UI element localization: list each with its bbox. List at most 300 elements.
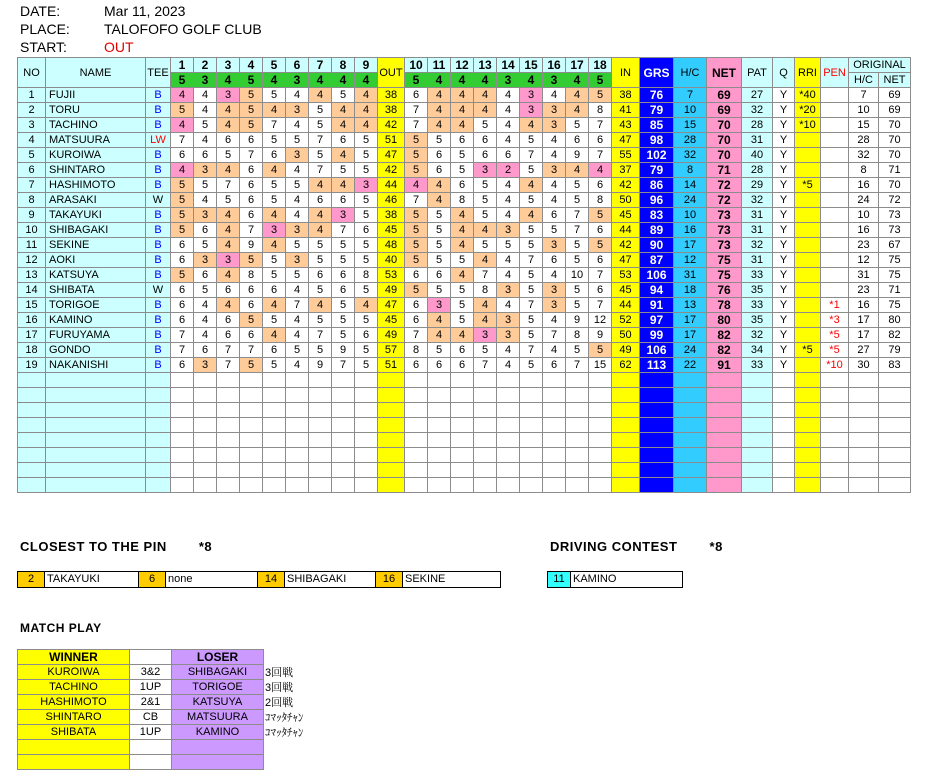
player-tee: W: [146, 283, 171, 298]
hole-score: 6: [194, 343, 217, 358]
hole-score: 3: [194, 208, 217, 223]
hole-score: 6: [405, 268, 428, 283]
player-qualified: Y: [773, 313, 795, 328]
match-loser: KAMINO: [172, 725, 264, 740]
hole-score: 10: [566, 268, 589, 283]
hole-score: 5: [405, 223, 428, 238]
hole-score: 6: [240, 133, 263, 148]
hole-score: 7: [520, 343, 543, 358]
hole-score: 6: [240, 163, 263, 178]
player-name: HASHIMOTO: [46, 178, 146, 193]
hole-score: 4: [171, 88, 194, 103]
date-value: Mar 11, 2023: [104, 3, 186, 19]
hole-score: 4: [566, 88, 589, 103]
hole-score: 6: [194, 268, 217, 283]
hole-score: 5: [355, 253, 378, 268]
hole-score: 7: [589, 148, 612, 163]
hole-score: 5: [451, 253, 474, 268]
hole-score: 7: [332, 223, 355, 238]
hole-score: 4: [543, 178, 566, 193]
player-rri: [795, 163, 821, 178]
player-in: 52: [612, 313, 640, 328]
player-in: 44: [612, 223, 640, 238]
player-no: 16: [18, 313, 46, 328]
table-row: [18, 133, 911, 148]
hole-score: 4: [428, 313, 451, 328]
player-out: 38: [378, 88, 405, 103]
hole-score: 5: [332, 238, 355, 253]
hole-score: 5: [589, 88, 612, 103]
hole-score: 5: [355, 163, 378, 178]
hole-score: 4: [286, 358, 309, 373]
table-row: [18, 328, 911, 343]
hole-score: 4: [497, 358, 520, 373]
hole-score: 8: [589, 103, 612, 118]
hole-score: 7: [543, 328, 566, 343]
player-putts: 31: [742, 208, 773, 223]
match-winner: HASHIMOTO: [18, 695, 130, 710]
player-rri: [795, 298, 821, 313]
hole-score: 2: [497, 163, 520, 178]
player-tee: B: [146, 328, 171, 343]
hole-number: 17: [566, 58, 589, 73]
hole-score: 5: [451, 313, 474, 328]
hole-score: 6: [217, 133, 240, 148]
hole-score: 3: [217, 253, 240, 268]
player-putts: 27: [742, 88, 773, 103]
player-no: 3: [18, 118, 46, 133]
hole-score: 5: [589, 238, 612, 253]
hole-score: 4: [217, 103, 240, 118]
hole-score: 4: [497, 343, 520, 358]
loser-header: LOSER: [172, 650, 264, 665]
hole-score: 4: [286, 208, 309, 223]
player-rri: *10: [795, 118, 821, 133]
hole-number: 15: [520, 58, 543, 73]
player-putts: 28: [742, 118, 773, 133]
hole-score: 7: [309, 328, 332, 343]
hole-score: 12: [589, 313, 612, 328]
hole-score: 4: [355, 118, 378, 133]
player-gross: 85: [640, 118, 674, 133]
hole-score: 6: [428, 358, 451, 373]
hole-score: 5: [589, 343, 612, 358]
hole-score: 6: [497, 148, 520, 163]
hole-score: 4: [286, 163, 309, 178]
hole-par: 4: [520, 73, 543, 88]
player-no: 19: [18, 358, 46, 373]
col-hc: H/C: [674, 58, 707, 88]
empty-row: [18, 388, 911, 403]
hole-score: 6: [543, 253, 566, 268]
player-handicap: 24: [674, 193, 707, 208]
hole-score: 4: [309, 208, 332, 223]
hole-score: 5: [286, 238, 309, 253]
hole-score: 5: [332, 163, 355, 178]
player-handicap: 8: [674, 163, 707, 178]
hole-score: 5: [263, 358, 286, 373]
hole-par: 4: [217, 73, 240, 88]
player-gross: 90: [640, 238, 674, 253]
hole-score: 7: [217, 358, 240, 373]
hole-score: 4: [217, 118, 240, 133]
hole-score: 4: [332, 148, 355, 163]
player-orig-hc: 16: [849, 223, 879, 238]
hole-score: 9: [566, 313, 589, 328]
hole-score: 5: [171, 178, 194, 193]
hole-score: 6: [332, 193, 355, 208]
player-penalty: [821, 268, 849, 283]
hole-score: 5: [263, 133, 286, 148]
hole-score: 4: [428, 118, 451, 133]
player-name: MATSUURA: [46, 133, 146, 148]
player-net: 91: [707, 358, 742, 373]
player-qualified: Y: [773, 133, 795, 148]
hole-score: 9: [332, 343, 355, 358]
player-putts: 31: [742, 133, 773, 148]
hole-score: 4: [309, 178, 332, 193]
player-net: 75: [707, 268, 742, 283]
col-orig-hc: H/C: [849, 73, 879, 88]
player-out: 38: [378, 103, 405, 118]
player-gross: 106: [640, 343, 674, 358]
player-net: 82: [707, 343, 742, 358]
hole-score: 4: [451, 208, 474, 223]
hole-score: 4: [194, 298, 217, 313]
player-putts: 31: [742, 253, 773, 268]
hole-par: 5: [405, 73, 428, 88]
hole-score: 5: [428, 283, 451, 298]
player-net: 80: [707, 313, 742, 328]
table-row: [18, 178, 911, 193]
hole-number: 12: [451, 58, 474, 73]
hole-score: 5: [566, 253, 589, 268]
player-orig-net: 71: [879, 283, 911, 298]
player-in: 47: [612, 253, 640, 268]
hole-score: 15: [589, 358, 612, 373]
hole-score: 4: [497, 88, 520, 103]
player-orig-net: 80: [879, 313, 911, 328]
hole-score: 5: [263, 253, 286, 268]
hole-score: 4: [497, 193, 520, 208]
match-score: 3&2: [130, 665, 172, 680]
player-qualified: Y: [773, 268, 795, 283]
driving-hole: 11: [548, 572, 571, 587]
hole-score: 3: [543, 103, 566, 118]
hole-score: 5: [520, 193, 543, 208]
player-rri: [795, 358, 821, 373]
hole-score: 5: [520, 163, 543, 178]
hole-par: 3: [194, 73, 217, 88]
hole-score: 4: [286, 313, 309, 328]
hole-score: 7: [520, 253, 543, 268]
player-qualified: Y: [773, 238, 795, 253]
hole-score: 3: [332, 208, 355, 223]
hole-score: 4: [474, 103, 497, 118]
driving-title: DRIVING CONTEST: [550, 539, 678, 554]
hole-score: 4: [497, 118, 520, 133]
player-handicap: 7: [674, 88, 707, 103]
col-tee: TEE: [146, 58, 171, 88]
hole-score: 8: [240, 268, 263, 283]
hole-score: 4: [263, 238, 286, 253]
hole-number: 13: [474, 58, 497, 73]
player-penalty: [821, 103, 849, 118]
table-row: [18, 238, 911, 253]
start-row: [20, 39, 134, 55]
hole-score: 5: [497, 238, 520, 253]
hole-score: 3: [194, 253, 217, 268]
player-penalty: [821, 253, 849, 268]
player-orig-hc: 31: [849, 268, 879, 283]
closest-title: CLOSEST TO THE PIN: [20, 539, 167, 554]
hole-score: 7: [589, 118, 612, 133]
player-no: 1: [18, 88, 46, 103]
hole-score: 5: [286, 178, 309, 193]
hole-number: 10: [405, 58, 428, 73]
player-in: 44: [612, 298, 640, 313]
hole-score: 4: [451, 103, 474, 118]
hole-score: 6: [171, 298, 194, 313]
player-rri: [795, 238, 821, 253]
hole-score: 4: [543, 343, 566, 358]
player-rri: *20: [795, 103, 821, 118]
hole-score: 4: [474, 253, 497, 268]
hole-score: 4: [332, 118, 355, 133]
hole-score: 6: [240, 298, 263, 313]
hole-score: 5: [240, 118, 263, 133]
player-orig-net: 75: [879, 253, 911, 268]
hole-score: 4: [286, 328, 309, 343]
hole-score: 6: [171, 358, 194, 373]
hole-score: 5: [332, 328, 355, 343]
hole-score: 5: [355, 148, 378, 163]
player-gross: 96: [640, 193, 674, 208]
hole-score: 5: [309, 118, 332, 133]
player-name: ARASAKI: [46, 193, 146, 208]
hole-score: 6: [171, 253, 194, 268]
player-tee: B: [146, 88, 171, 103]
hole-score: 4: [520, 178, 543, 193]
player-orig-net: 70: [879, 133, 911, 148]
player-out: 48: [378, 238, 405, 253]
closest-count: *8: [198, 539, 213, 554]
player-net: 70: [707, 118, 742, 133]
table-row: [18, 313, 911, 328]
closest-hole: 14: [258, 572, 285, 587]
hole-score: 5: [474, 178, 497, 193]
table-row: [18, 88, 911, 103]
hole-score: 7: [405, 118, 428, 133]
hole-score: 5: [428, 208, 451, 223]
hole-score: 6: [589, 178, 612, 193]
player-tee: B: [146, 298, 171, 313]
player-name: TAKAYUKI: [46, 208, 146, 223]
player-no: 13: [18, 268, 46, 283]
player-in: 43: [612, 118, 640, 133]
hole-score: 7: [332, 358, 355, 373]
hole-score: 9: [589, 328, 612, 343]
match-score: 1UP: [130, 680, 172, 695]
closest-winner: SEKINE: [405, 573, 446, 585]
match-loser: KATSUYA: [172, 695, 264, 710]
hole-score: 4: [451, 118, 474, 133]
player-gross: 83: [640, 208, 674, 223]
player-in: 50: [612, 328, 640, 343]
hole-score: 5: [263, 178, 286, 193]
col-out: OUT: [378, 58, 405, 88]
hole-score: 5: [566, 118, 589, 133]
hole-number: 9: [355, 58, 378, 73]
player-gross: 113: [640, 358, 674, 373]
hole-number: 5: [263, 58, 286, 73]
hole-score: 5: [194, 238, 217, 253]
player-gross: 76: [640, 88, 674, 103]
hole-score: 5: [263, 88, 286, 103]
player-net: 70: [707, 148, 742, 163]
player-orig-net: 83: [879, 358, 911, 373]
player-orig-hc: 28: [849, 133, 879, 148]
hole-score: 7: [240, 148, 263, 163]
player-net: 69: [707, 103, 742, 118]
player-out: 47: [378, 298, 405, 313]
hole-score: 6: [332, 133, 355, 148]
player-handicap: 15: [674, 118, 707, 133]
hole-score: 5: [171, 208, 194, 223]
hole-score: 4: [217, 268, 240, 283]
player-handicap: 14: [674, 178, 707, 193]
player-orig-net: 79: [879, 343, 911, 358]
hole-score: 5: [217, 193, 240, 208]
player-no: 11: [18, 238, 46, 253]
hole-score: 5: [405, 133, 428, 148]
hole-score: 7: [171, 343, 194, 358]
hole-par: 4: [428, 73, 451, 88]
player-name: SHIBATA: [46, 283, 146, 298]
player-penalty: [821, 208, 849, 223]
player-qualified: Y: [773, 163, 795, 178]
player-qualified: Y: [773, 328, 795, 343]
player-qualified: Y: [773, 88, 795, 103]
hole-score: 6: [217, 328, 240, 343]
hole-score: 7: [171, 133, 194, 148]
match-row: [18, 710, 264, 725]
match-round: 2回戦: [265, 697, 294, 709]
hole-score: 5: [474, 118, 497, 133]
driving-list: [547, 571, 683, 588]
hole-score: 6: [332, 283, 355, 298]
hole-score: 4: [451, 223, 474, 238]
player-out: 45: [378, 223, 405, 238]
hole-score: 7: [589, 298, 612, 313]
hole-score: 4: [194, 103, 217, 118]
hole-score: 4: [309, 298, 332, 313]
hole-score: 4: [497, 133, 520, 148]
player-qualified: Y: [773, 178, 795, 193]
hole-score: 5: [240, 253, 263, 268]
hole-score: 4: [217, 163, 240, 178]
hole-score: 5: [309, 313, 332, 328]
hole-score: 5: [405, 208, 428, 223]
hole-score: 4: [543, 268, 566, 283]
player-orig-net: 72: [879, 193, 911, 208]
hole-par: 4: [309, 73, 332, 88]
player-orig-net: 75: [879, 268, 911, 283]
player-net: 73: [707, 208, 742, 223]
player-qualified: Y: [773, 103, 795, 118]
hole-score: 4: [451, 268, 474, 283]
player-net: 73: [707, 238, 742, 253]
hole-score: 4: [474, 313, 497, 328]
player-no: 4: [18, 133, 46, 148]
player-orig-hc: 27: [849, 343, 879, 358]
hole-score: 5: [355, 283, 378, 298]
hole-score: 6: [171, 238, 194, 253]
hole-score: 6: [543, 358, 566, 373]
hole-score: 7: [405, 103, 428, 118]
player-in: 49: [612, 343, 640, 358]
hole-score: 4: [286, 193, 309, 208]
hole-score: 5: [240, 103, 263, 118]
hole-score: 6: [194, 148, 217, 163]
player-orig-hc: 16: [849, 178, 879, 193]
player-handicap: 32: [674, 148, 707, 163]
player-no: 2: [18, 103, 46, 118]
hole-par: 5: [589, 73, 612, 88]
closest-winner: TAKAYUKI: [45, 572, 139, 587]
hole-score: 4: [194, 328, 217, 343]
player-net: 73: [707, 223, 742, 238]
hole-score: 5: [355, 343, 378, 358]
hole-par: 5: [171, 73, 194, 88]
hole-score: 8: [589, 193, 612, 208]
player-orig-net: 82: [879, 328, 911, 343]
hole-score: 5: [428, 223, 451, 238]
hole-score: 3: [497, 223, 520, 238]
hole-score: 5: [474, 193, 497, 208]
player-penalty: *10: [821, 358, 849, 373]
hole-score: 5: [428, 238, 451, 253]
hole-score: 6: [589, 283, 612, 298]
hole-score: 4: [451, 238, 474, 253]
player-out: 51: [378, 358, 405, 373]
hole-score: 4: [286, 283, 309, 298]
player-putts: 28: [742, 163, 773, 178]
player-qualified: Y: [773, 223, 795, 238]
player-out: 40: [378, 253, 405, 268]
match-winner: SHINTARO: [18, 710, 130, 725]
player-in: 37: [612, 163, 640, 178]
player-name: FUJII: [46, 88, 146, 103]
hole-score: 5: [263, 313, 286, 328]
player-name: KUROIWA: [46, 148, 146, 163]
hole-score: 5: [520, 268, 543, 283]
hole-score: 5: [566, 238, 589, 253]
hole-score: 6: [566, 133, 589, 148]
player-rri: [795, 328, 821, 343]
player-rri: [795, 253, 821, 268]
hole-score: 4: [543, 313, 566, 328]
player-putts: 35: [742, 313, 773, 328]
match-score: 2&1: [130, 695, 172, 710]
hole-score: 6: [217, 283, 240, 298]
hole-score: 5: [355, 358, 378, 373]
player-orig-net: 70: [879, 148, 911, 163]
player-in: 45: [612, 208, 640, 223]
hole-score: 7: [263, 118, 286, 133]
player-handicap: 10: [674, 103, 707, 118]
hole-score: 6: [543, 208, 566, 223]
